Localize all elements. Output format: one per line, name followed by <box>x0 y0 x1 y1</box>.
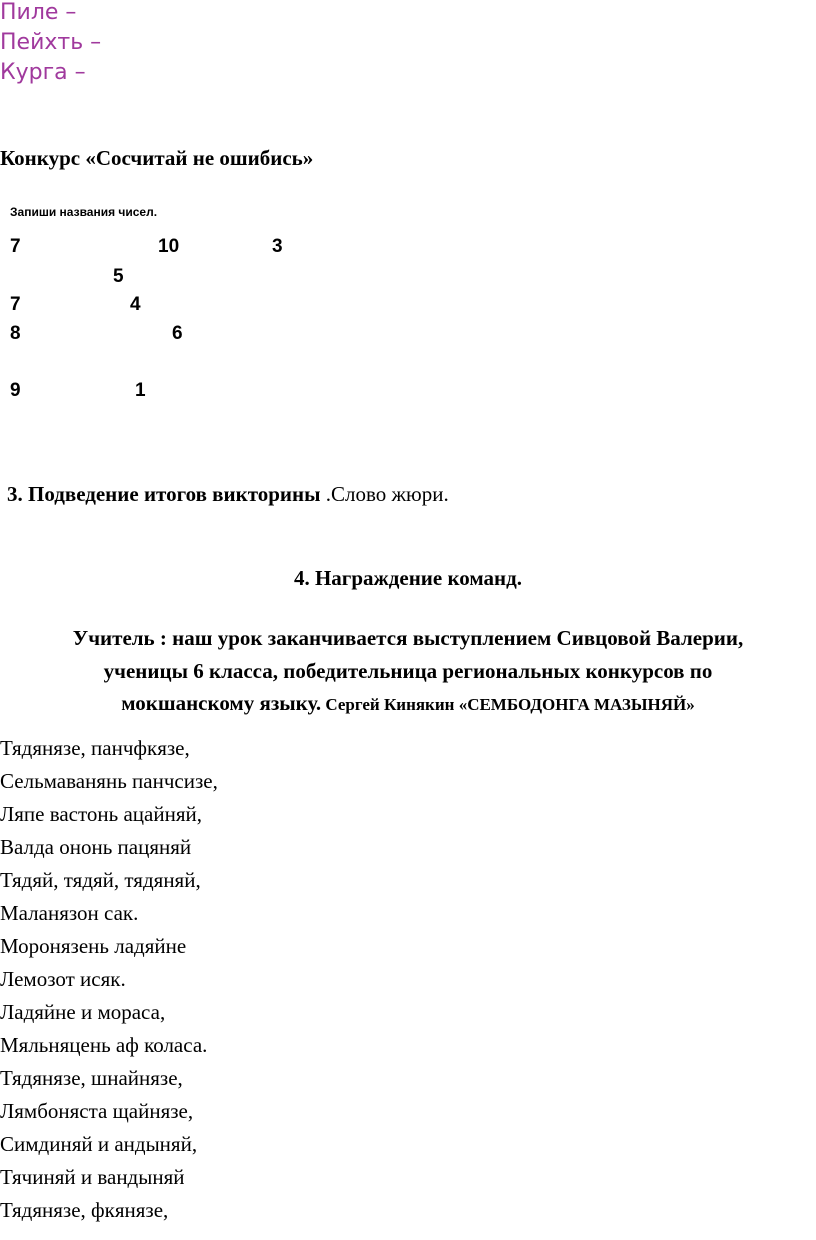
teacher-line-3-main: мокшанскому языку. <box>121 691 322 715</box>
poem-line: Маланязон сак. <box>0 901 139 925</box>
header-line-3: Курга – <box>0 60 86 85</box>
contest-title: Конкурс «Сосчитай не ошибись» <box>0 146 314 170</box>
section-3-title: 3. Подведение итогов викторины <box>7 482 326 506</box>
number-item: 10 <box>158 236 180 257</box>
number-item: 5 <box>113 266 124 287</box>
section-3-note: .Слово жюри. <box>325 482 449 506</box>
poem-attribution: Сергей Кинякин «СЕМБОДОНГА МАЗЫНЯЙ» <box>321 695 695 714</box>
poem-line: Лямбоняста щайнязе, <box>0 1099 194 1123</box>
teacher-line-2: ученицы 6 класса, победительница региональных конкурсов по <box>103 659 713 683</box>
number-item: 8 <box>10 323 21 344</box>
poem-line: Тядянязе, фкянязе, <box>0 1198 169 1222</box>
number-item: 6 <box>172 323 183 344</box>
number-item: 9 <box>10 380 21 401</box>
poem-line: Валда ононь пацяняй <box>0 835 192 859</box>
poem-line: Сельмаванянь панчсизе, <box>0 769 218 793</box>
number-item: 7 <box>10 294 21 315</box>
contest-task: Запиши названия чисел. <box>10 205 158 219</box>
header-line-2: Пейхть – <box>0 30 102 55</box>
teacher-line-3 <box>0 688 816 720</box>
number-item: 1 <box>135 380 146 401</box>
number-item: 3 <box>272 236 283 257</box>
poem-line: Ляпе вастонь ацайняй, <box>0 802 202 826</box>
header-line-1: Пиле – <box>0 0 77 25</box>
poem-line: Моронязень ладяйне <box>0 934 187 958</box>
poem-line: Тядяй, тядяй, тядяняй, <box>0 868 201 892</box>
poem-line: Мяльняцень аф коласа. <box>0 1033 208 1057</box>
section-3 <box>7 482 449 507</box>
poem-line: Лемозот исяк. <box>0 967 126 991</box>
poem-line: Тядянязе, панчфкязе, <box>0 736 190 760</box>
poem-line: Ладяйне и мораса, <box>0 1000 166 1024</box>
poem <box>0 732 218 1227</box>
number-item: 7 <box>10 236 21 257</box>
number-item: 4 <box>130 294 141 315</box>
poem-line: Тячиняй и вандыняй <box>0 1165 185 1189</box>
section-4-title: 4. Награждение команд. <box>293 566 523 590</box>
poem-line: Симдиняй и андыняй, <box>0 1132 198 1156</box>
teacher-line-1: Учитель : наш урок заканчивается выступлением Сивцовой Валерии, <box>72 626 744 650</box>
poem-line: Тядянязе, шнайнязе, <box>0 1066 183 1090</box>
